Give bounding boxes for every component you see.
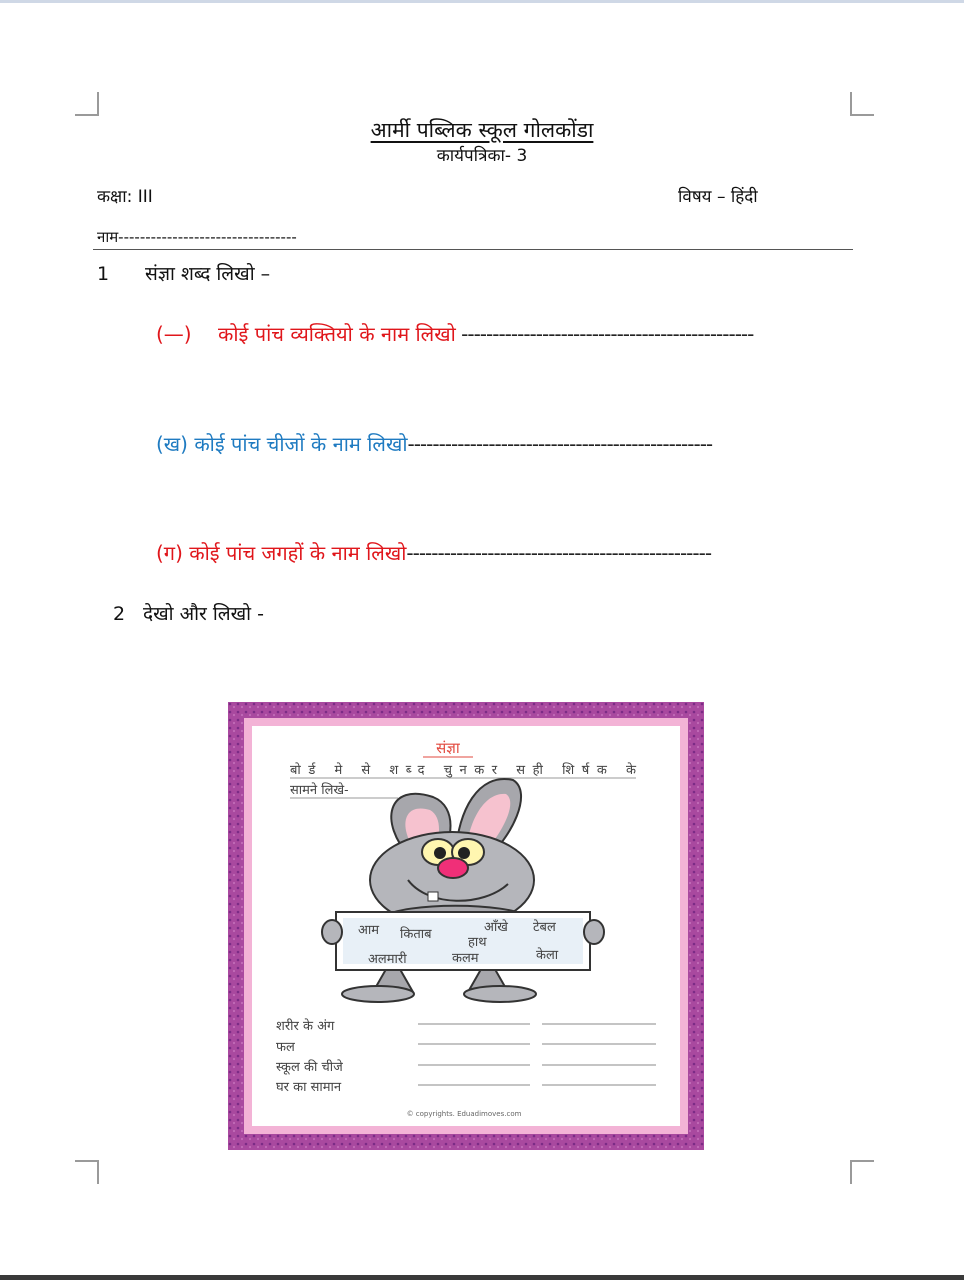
category-label: शरीर के अंग — [276, 1019, 335, 1034]
category-label: स्कूल की चीजे — [276, 1060, 343, 1075]
page-corner-mark — [850, 1160, 874, 1184]
question-1-part-b — [156, 430, 712, 457]
question-number: 1 — [97, 263, 110, 285]
board-word: किताब — [400, 927, 432, 942]
divider — [93, 249, 853, 250]
part-text: कोई पांच चीजों के नाम लिखो — [187, 432, 408, 456]
worksheet-image — [228, 702, 704, 1150]
category-label: घर का सामान — [276, 1080, 342, 1095]
question-1-part-a — [156, 320, 753, 347]
answer-line: ------------------------------------------------- — [406, 541, 712, 565]
answer-line: ----------------------------------------------- — [455, 322, 754, 346]
instruction-line-1: बोर्ड मे से शब्द चुनकर सही शिर्षक के — [290, 763, 636, 778]
page-corner-mark — [850, 92, 874, 116]
name-field-label: नाम--------------------------------- — [97, 228, 297, 246]
worksheet-number: कार्यपत्रिका- 3 — [436, 146, 528, 166]
board-word: केला — [536, 948, 559, 963]
part-text: कोई पांच जगहों के नाम लिखो — [182, 541, 407, 565]
answer-line: ------------------------------------------------- — [407, 432, 713, 456]
board-word: कलम — [452, 951, 479, 966]
category-label: फल — [276, 1040, 295, 1055]
question-1-part-c — [156, 539, 711, 566]
rabbit-paw — [322, 920, 342, 944]
question-text: देखो और लिखो - — [143, 603, 265, 625]
board-word: आँखे — [484, 920, 508, 935]
part-marker: (—) — [156, 322, 192, 346]
subject-label: विषय – हिंदी — [678, 187, 758, 207]
rabbit-paw — [584, 920, 604, 944]
copyright-note: © copyrights. Eduadimoves.com — [406, 1110, 522, 1118]
part-marker: (ख) — [156, 432, 188, 456]
top-bar — [0, 0, 964, 3]
board-word: टेबल — [533, 920, 556, 935]
part-text: कोई पांच व्यक्तियो के नाम लिखो — [218, 322, 456, 346]
page-corner-mark — [75, 92, 99, 116]
school-title: आर्मी पब्लिक स्कूल गोलकोंडा — [370, 118, 594, 142]
part-marker: (ग) — [156, 541, 183, 565]
question-2 — [113, 600, 264, 626]
board-word: अलमारी — [368, 952, 407, 967]
board-word: आम — [358, 923, 380, 938]
board-word: हाथ — [468, 935, 487, 950]
question-text: संज्ञा शब्द लिखो – — [145, 263, 271, 285]
question-1 — [97, 260, 270, 286]
question-number: 2 — [113, 603, 126, 625]
page-corner-mark — [75, 1160, 99, 1184]
bottom-bar — [0, 1275, 964, 1280]
instruction-line-2: सामने लिखे- — [290, 783, 349, 798]
sheet-title: संज्ञा — [436, 739, 460, 757]
class-label: कक्षा: III — [97, 187, 153, 207]
